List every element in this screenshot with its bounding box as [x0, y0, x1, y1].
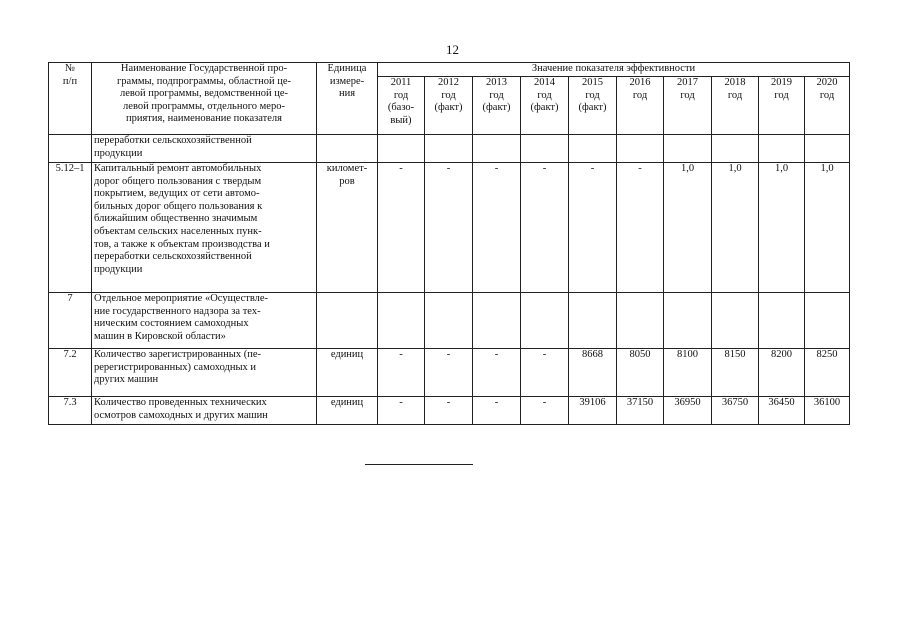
header-year-2014: 2014 год (факт): [521, 77, 569, 135]
row-value: 1,0: [712, 163, 759, 293]
row-value: -: [425, 397, 473, 425]
row-value: 8200: [759, 349, 805, 397]
row-value: [473, 293, 521, 349]
header-year-2015: 2015 год (факт): [569, 77, 617, 135]
header-unit: Единица измере- ния: [317, 63, 378, 135]
row-no: 7.2: [49, 349, 92, 397]
row-value: [759, 293, 805, 349]
header-year-2019: 2019 год: [759, 77, 805, 135]
row-value: 36750: [712, 397, 759, 425]
row-value: [378, 293, 425, 349]
row-value: [805, 293, 850, 349]
header-year-2020: 2020 год: [805, 77, 850, 135]
row-unit: единиц: [317, 349, 378, 397]
row-value: [805, 135, 850, 163]
header-year-2013: 2013 год (факт): [473, 77, 521, 135]
header-name: Наименование Государственной про- граммы, подпрограммы, областной це- левой программы, ведомственной це- левой программы, отдельного меро- приятия, наименование показателя: [92, 63, 317, 135]
header-no: № п/п: [49, 63, 92, 135]
table-row: [49, 397, 850, 425]
row-value: -: [473, 349, 521, 397]
row-value: [569, 135, 617, 163]
row-value: 36950: [664, 397, 712, 425]
header-year-2017: 2017 год: [664, 77, 712, 135]
row-value: 1,0: [759, 163, 805, 293]
header-year-2016: 2016 год: [617, 77, 664, 135]
row-value: -: [617, 163, 664, 293]
header-values-title: Значение показателя эффективности: [378, 63, 850, 77]
row-unit: единиц: [317, 397, 378, 425]
row-value: -: [569, 163, 617, 293]
row-value: -: [473, 163, 521, 293]
row-name: Количество проведенных технических осмотров самоходных и других машин: [92, 397, 317, 425]
row-value: 1,0: [805, 163, 850, 293]
row-value: 36450: [759, 397, 805, 425]
row-value: 8250: [805, 349, 850, 397]
row-value: 8150: [712, 349, 759, 397]
table-row: [49, 135, 850, 163]
row-value: [617, 293, 664, 349]
row-value: [712, 293, 759, 349]
row-value: [425, 135, 473, 163]
row-value: -: [378, 349, 425, 397]
row-value: [569, 293, 617, 349]
row-value: -: [473, 397, 521, 425]
row-unit: километ- ров: [317, 163, 378, 293]
row-unit: [317, 135, 378, 163]
row-value: 8100: [664, 349, 712, 397]
row-value: 1,0: [664, 163, 712, 293]
row-name: Количество зарегистрированных (пе- ререгистрированных) самоходных и других машин: [92, 349, 317, 397]
row-value: [521, 135, 569, 163]
row-value: [425, 293, 473, 349]
row-value: [664, 135, 712, 163]
table-row: [49, 349, 850, 397]
row-name: Капитальный ремонт автомобильных дорог общего пользования с твердым покрытием, ведущих от сети автомо- бильных дорог общего пользования к ближайшим общественно значимым объектам сельских населенных пунк- тов, а также к объектам производства и переработки сельскохозяйственной продукции: [92, 163, 317, 293]
row-value: 8050: [617, 349, 664, 397]
row-value: -: [521, 163, 569, 293]
row-no: 7: [49, 293, 92, 349]
header-year-2018: 2018 год: [712, 77, 759, 135]
row-name: переработки сельскохозяйственной продукции: [92, 135, 317, 163]
row-value: [473, 135, 521, 163]
row-value: -: [521, 397, 569, 425]
header-year-2012: 2012 год (факт): [425, 77, 473, 135]
page-number: 12: [446, 42, 459, 57]
row-value: -: [425, 349, 473, 397]
row-name: Отдельное мероприятие «Осуществле- ние государственного надзора за тех- ническим состоянием самоходных машин в Кировской области»: [92, 293, 317, 349]
row-value: -: [378, 397, 425, 425]
row-value: [378, 135, 425, 163]
row-value: -: [521, 349, 569, 397]
row-unit: [317, 293, 378, 349]
row-value: 37150: [617, 397, 664, 425]
row-value: [617, 135, 664, 163]
row-value: 39106: [569, 397, 617, 425]
table-row: [49, 293, 850, 349]
closing-rule: [365, 464, 473, 465]
row-value: [759, 135, 805, 163]
row-value: [712, 135, 759, 163]
row-value: 8668: [569, 349, 617, 397]
row-no: [49, 135, 92, 163]
row-value: 36100: [805, 397, 850, 425]
header-year-2011: 2011 год (базо- вый): [378, 77, 425, 135]
row-value: -: [425, 163, 473, 293]
table-row: [49, 163, 850, 293]
row-value: -: [378, 163, 425, 293]
row-no: 5.12–1: [49, 163, 92, 293]
row-value: [664, 293, 712, 349]
row-value: [521, 293, 569, 349]
row-no: 7.3: [49, 397, 92, 425]
efficiency-indicators-table: [48, 62, 850, 425]
